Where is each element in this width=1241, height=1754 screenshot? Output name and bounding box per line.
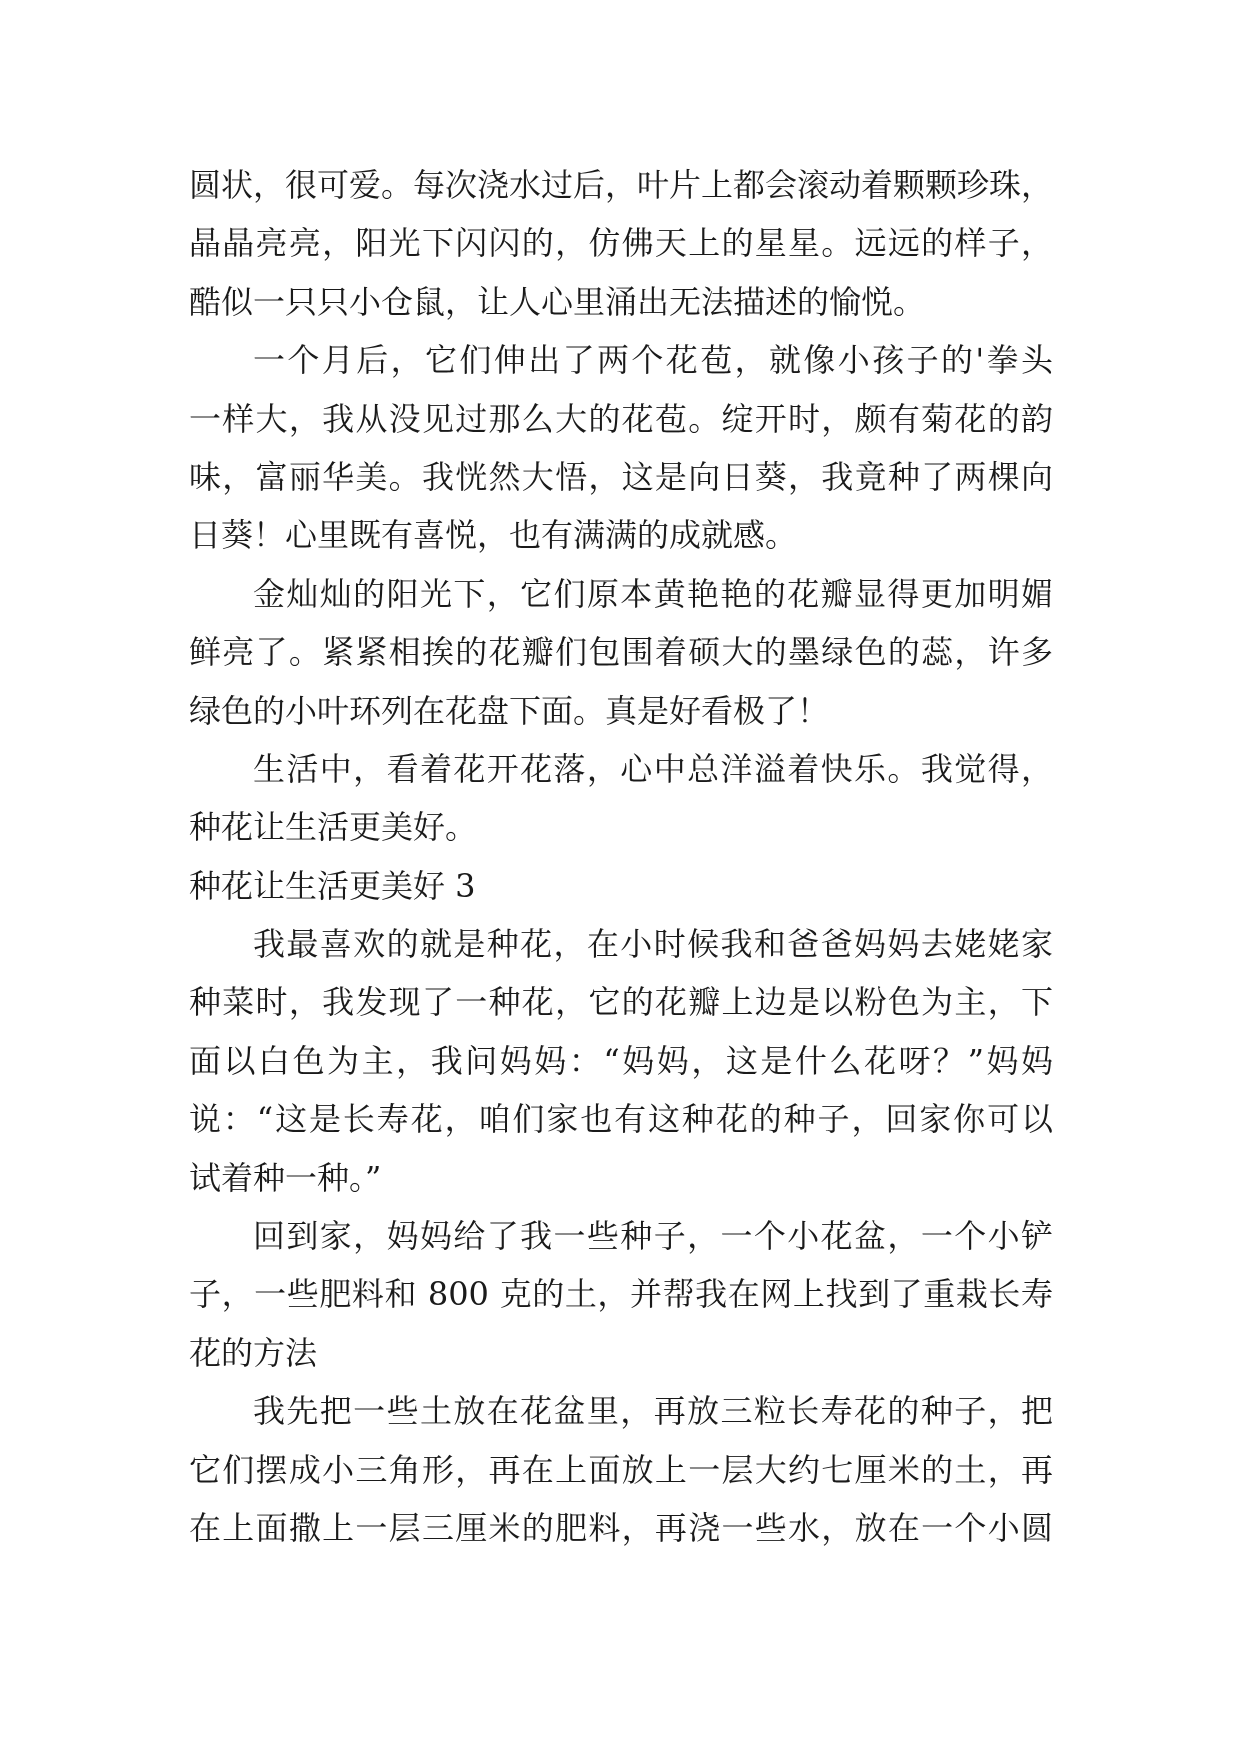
text-line: 它们摆成小三角形，再在上面放上一层大约七厘米的土，再 xyxy=(189,1450,1053,1489)
text-line: 味，富丽华美。我恍然大悟，这是向日葵，我竟种了两棵向 xyxy=(189,457,1053,496)
paragraph xyxy=(189,915,1053,1207)
text-line: 我先把一些土放在花盆里，再放三粒长寿花的种子，把 xyxy=(253,1392,1053,1431)
text-line: 鲜亮了。紧紧相挨的花瓣们包围着硕大的墨绿色的蕊，许多 xyxy=(189,633,1053,672)
text-line: 一个月后，它们伸出了两个花苞，就像小孩子的'拳头 xyxy=(253,341,1053,380)
text-line: 种菜时，我发现了一种花，它的花瓣上边是以粉色为主，下 xyxy=(189,983,1053,1022)
text-line: 绿色的小叶环列在花盘下面。真是好看极了！ xyxy=(189,691,830,730)
text-line: 酷似一只只小仓鼠，让人心里涌出无法描述的愉悦。 xyxy=(189,282,926,321)
paragraph xyxy=(189,1382,1053,1557)
text-line: 花的方法 xyxy=(189,1333,318,1372)
text-line: 在上面撒上一层三厘米的肥料，再浇一些水，放在一个小圆 xyxy=(189,1508,1053,1547)
text-line: 说：“这是长寿花，咱们家也有这种花的种子，回家你可以 xyxy=(189,1100,1053,1139)
text-line: 种花让生活更美好。 xyxy=(189,808,478,847)
paragraph xyxy=(189,331,1053,565)
text-line: 试着种一种。” xyxy=(189,1158,382,1197)
text-line: 生活中，看着花开花落，心中总洋溢着快乐。我觉得， xyxy=(253,749,1053,788)
text-line: 我最喜欢的就是种花，在小时候我和爸爸妈妈去姥姥家 xyxy=(253,925,1053,964)
text-line: 圆状，很可爱。每次浇水过后，叶片上都会滚动着颗颗珍珠， xyxy=(189,166,1054,204)
text-line: 晶晶亮亮，阳光下闪闪的，仿佛天上的星星。远远的样子， xyxy=(189,224,1053,263)
paragraph xyxy=(189,1207,1053,1382)
paragraph xyxy=(189,156,1053,331)
text-line: 面以白色为主，我问妈妈：“妈妈，这是什么花呀？”妈妈 xyxy=(189,1041,1053,1080)
paragraph xyxy=(189,740,1053,857)
section-heading xyxy=(189,857,1053,915)
section-title: 种花让生活更美好 3 xyxy=(189,866,476,905)
text-line: 金灿灿的阳光下，它们原本黄艳艳的花瓣显得更加明媚 xyxy=(253,574,1053,613)
document-body xyxy=(189,156,1053,1557)
text-line: 回到家，妈妈给了我一些种子，一个小花盆，一个小铲 xyxy=(253,1217,1053,1256)
text-line: 日葵！心里既有喜悦，也有满满的成就感。 xyxy=(189,516,798,555)
paragraph xyxy=(189,565,1053,740)
text-line: 子，一些肥料和 800 克的土，并帮我在网上找到了重栽长寿 xyxy=(189,1275,1053,1314)
text-line: 一样大，我从没见过那么大的花苞。绽开时，颇有菊花的韵 xyxy=(189,399,1053,438)
